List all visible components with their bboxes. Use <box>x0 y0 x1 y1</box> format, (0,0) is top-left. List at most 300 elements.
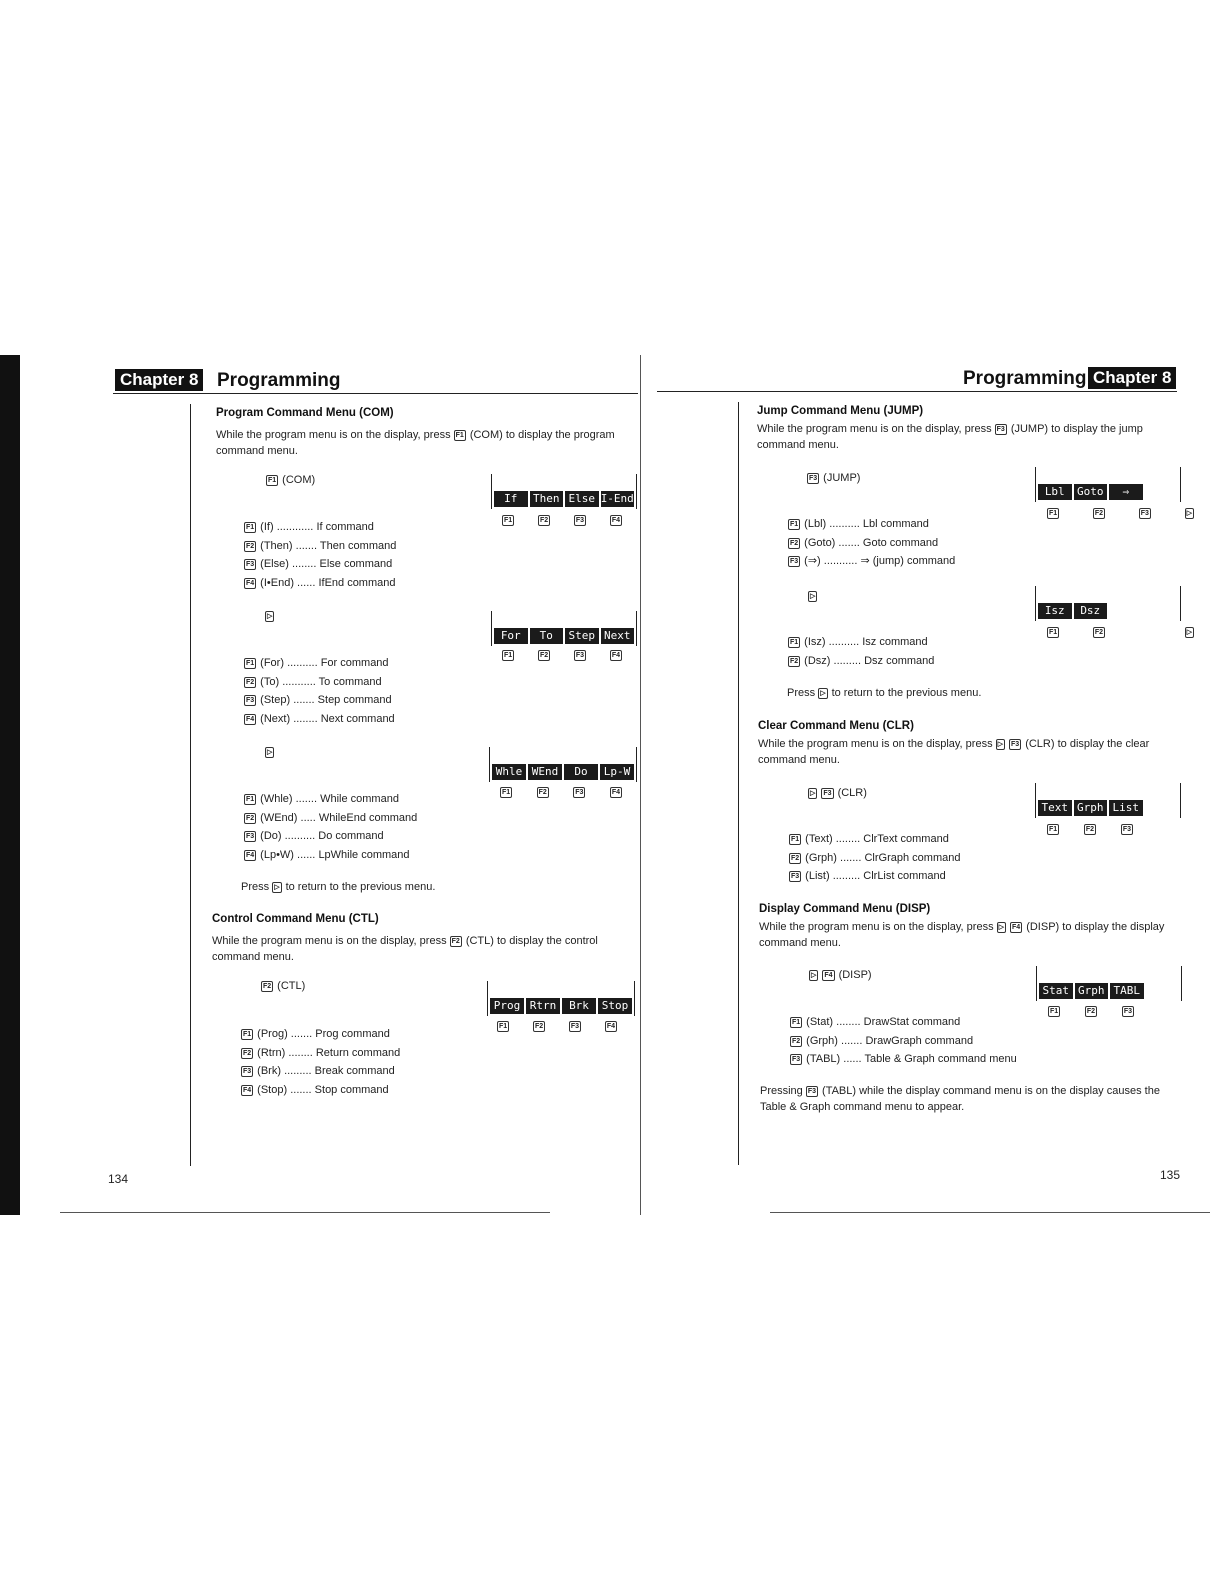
item-desc: DrawStat command <box>863 1016 961 1028</box>
f1-key-icon: F1 <box>1049 629 1058 636</box>
command-list <box>788 517 955 573</box>
menu-item-empty <box>1145 603 1179 619</box>
function-menu-bar <box>490 998 632 1014</box>
item-name: (Next) <box>260 712 291 725</box>
list-item <box>244 675 395 694</box>
right-arrow-key-icon: ▷ <box>997 741 1004 748</box>
item-name: (Dsz) <box>804 654 831 667</box>
leader-dots: ....... <box>295 539 318 552</box>
access-label: (CLR) <box>837 787 867 799</box>
function-key-row <box>502 515 622 526</box>
section-intro <box>758 736 1180 768</box>
f2-key-icon: F2 <box>534 1023 544 1030</box>
leader-dots: ........... <box>823 555 858 567</box>
calculator-screen <box>491 474 637 509</box>
menu-item: Whle <box>492 764 526 780</box>
f1-key-icon: F1 <box>243 1031 252 1038</box>
menu-access <box>266 473 315 487</box>
item-name: (Whle) <box>260 793 293 805</box>
column-rule <box>738 402 739 1165</box>
item-name: (Prog) <box>257 1028 288 1040</box>
f3-key-icon: F3 <box>792 1056 801 1063</box>
f1-key-icon: F1 <box>1049 826 1058 833</box>
right-arrow-key-icon: ▷ <box>998 924 1005 931</box>
item-desc: Break command <box>314 1065 395 1077</box>
item-desc: DrawGraph command <box>865 1034 974 1047</box>
f2-key-icon: F2 <box>792 1037 801 1045</box>
leader-dots: ......... <box>833 654 862 667</box>
function-menu-bar <box>492 764 634 780</box>
leader-dots: ........ <box>835 833 861 845</box>
menu-item: Stop <box>598 998 632 1014</box>
f1-key-icon: F1 <box>455 432 464 439</box>
list-item <box>241 1027 400 1046</box>
function-key-row <box>1048 1006 1134 1017</box>
access-label: (JUMP) <box>823 472 861 484</box>
f4-key-icon: F4 <box>246 851 255 859</box>
f1-key-icon: F1 <box>502 789 511 796</box>
f3-key-icon: F3 <box>791 873 800 880</box>
chapter-title: Programming <box>217 370 341 391</box>
f3-key-icon: F3 <box>575 517 585 524</box>
right-arrow-key-icon: ▷ <box>811 972 817 979</box>
f3-key-icon: F3 <box>1122 826 1131 833</box>
leader-dots: .......... <box>829 518 860 530</box>
item-name: (WEnd) <box>260 811 298 824</box>
menu-item: Rtrn <box>526 998 560 1014</box>
item-desc: Step command <box>317 694 392 706</box>
function-key-row <box>497 1021 617 1032</box>
calculator-screen <box>491 611 637 646</box>
list-item <box>244 712 395 731</box>
list-item <box>789 869 960 888</box>
right-arrow-key-icon: ▷ <box>1186 510 1192 517</box>
item-desc: If command <box>316 521 374 533</box>
function-key-row <box>1047 508 1194 519</box>
item-name: (Text) <box>805 833 833 845</box>
f1-key-icon: F1 <box>246 524 255 531</box>
calculator-screen <box>1035 467 1181 502</box>
item-desc: ClrText command <box>863 833 949 845</box>
column-rule <box>190 404 191 1166</box>
command-list <box>244 656 395 730</box>
section-heading: Jump Command Menu (JUMP) <box>757 405 924 417</box>
list-item <box>788 517 955 536</box>
item-name: (Do) <box>260 830 282 842</box>
leader-dots: ...... <box>843 1053 862 1065</box>
leader-dots: ....... <box>290 1028 313 1040</box>
f4-key-icon: F4 <box>611 517 620 524</box>
function-key-row <box>502 650 622 661</box>
item-desc: For command <box>320 657 389 669</box>
menu-item: List <box>1109 800 1143 816</box>
right-arrow-key-icon: ▷ <box>820 690 826 697</box>
item-desc: Isz command <box>862 636 928 648</box>
item-name: (If) <box>260 521 274 533</box>
item-name: (TABL) <box>806 1053 841 1065</box>
item-name: (Then) <box>260 539 293 552</box>
section-heading: Display Command Menu (DISP) <box>759 903 931 915</box>
page-number: 135 <box>1160 1168 1181 1182</box>
section-heading: Control Command Menu (CTL) <box>212 913 379 925</box>
intro-text: While the program menu is on the display, press <box>212 935 447 947</box>
f4-key-icon: F4 <box>611 652 620 659</box>
item-name: (Brk) <box>257 1065 281 1077</box>
f3-key-icon: F3 <box>809 475 818 482</box>
footer-rule <box>60 1212 550 1213</box>
f3-key-icon: F3 <box>1123 1008 1132 1015</box>
f2-key-icon: F2 <box>246 542 255 550</box>
item-desc: WhileEnd command <box>318 811 418 824</box>
item-name: (For) <box>260 657 284 669</box>
f3-key-icon: F3 <box>807 1088 817 1095</box>
access-label: (DISP) <box>838 969 872 981</box>
menu-item: TABL <box>1110 983 1144 999</box>
item-desc: To command <box>318 675 382 688</box>
menu-item: Else <box>565 491 599 507</box>
leader-dots: ....... <box>840 851 862 864</box>
command-list <box>244 792 417 866</box>
item-desc: ClrGraph command <box>864 851 961 864</box>
menu-item: Grph <box>1075 983 1109 999</box>
item-name: (To) <box>260 675 280 688</box>
return-note <box>241 880 435 894</box>
item-desc: LpWhile command <box>318 848 410 861</box>
intro-text: (JUMP) to display the jump command menu. <box>757 423 1143 451</box>
command-list <box>789 832 960 888</box>
leader-dots: ......... <box>284 1065 312 1077</box>
f4-key-icon: F4 <box>243 1086 252 1094</box>
menu-access <box>261 979 305 993</box>
leader-dots: ........ <box>836 1016 861 1028</box>
intro-text: While the program menu is on the display, press <box>758 738 993 750</box>
item-name: (List) <box>805 870 830 882</box>
item-desc: IfEnd command <box>318 576 396 589</box>
f1-key-icon: F1 <box>792 1019 801 1026</box>
f2-key-icon: F2 <box>243 1049 252 1057</box>
item-desc: Return command <box>315 1046 401 1059</box>
leader-dots: ........ <box>291 558 317 570</box>
calculator-screen <box>489 747 637 782</box>
function-menu-bar <box>1038 484 1178 500</box>
item-name: (Lbl) <box>804 518 827 530</box>
page-number: 134 <box>108 1172 129 1186</box>
intro-text: (CTL) to display the control command menu. <box>212 935 598 963</box>
f1-key-icon: F1 <box>790 639 799 646</box>
list-item <box>244 557 396 576</box>
command-list <box>244 520 396 594</box>
f4-key-icon: F4 <box>611 789 620 796</box>
menu-item-empty <box>1109 603 1143 619</box>
leader-dots: .......... <box>284 830 316 842</box>
item-name: (Else) <box>260 558 289 570</box>
leader-dots: ............ <box>276 521 314 533</box>
command-list <box>788 635 934 672</box>
return-text: to return to the previous menu. <box>285 881 436 893</box>
command-list <box>790 1015 1017 1071</box>
list-item <box>241 1064 400 1083</box>
calculator-screen <box>1035 586 1181 621</box>
item-desc: Else command <box>319 558 393 570</box>
right-arrow-key-icon: ▷ <box>810 790 816 797</box>
access-label: (CTL) <box>277 980 306 992</box>
item-desc: Table & Graph command menu <box>864 1053 1017 1065</box>
f4-key-icon: F4 <box>606 1023 615 1030</box>
menu-item: WEnd <box>528 764 562 780</box>
menu-item-empty <box>1146 983 1180 999</box>
list-item <box>244 576 396 595</box>
f2-key-icon: F2 <box>539 517 549 524</box>
leader-dots: .......... <box>287 657 318 669</box>
f2-key-icon: F2 <box>451 938 460 945</box>
f1-key-icon: F1 <box>268 477 277 484</box>
menu-item-empty <box>1145 484 1179 500</box>
header-rule <box>657 391 1177 392</box>
menu-item: Do <box>564 764 598 780</box>
f4-key-icon: F4 <box>246 579 255 587</box>
leader-dots: ........... <box>282 675 316 688</box>
function-menu-bar <box>1039 983 1179 999</box>
list-item <box>241 1046 400 1065</box>
f4-key-icon: F4 <box>1012 924 1021 931</box>
next-menu-key <box>265 609 278 623</box>
f3-key-icon: F3 <box>570 1023 580 1030</box>
intro-text: (COM) to display the program command menu. <box>216 429 615 457</box>
list-item <box>244 792 417 811</box>
list-item <box>790 1052 1017 1071</box>
section-heading: Program Command Menu (COM) <box>216 407 394 419</box>
leader-dots: ....... <box>293 694 315 706</box>
menu-item: If <box>494 491 528 507</box>
header-rule <box>113 393 638 394</box>
chapter-label: Chapter 8 <box>1088 367 1176 389</box>
function-menu-bar <box>1038 603 1178 619</box>
list-item <box>244 539 396 558</box>
leader-dots: ....... <box>290 1083 312 1096</box>
f3-key-icon: F3 <box>790 558 799 565</box>
item-desc: Dsz command <box>864 654 935 667</box>
calculator-screen <box>1035 783 1181 818</box>
footer-rule <box>770 1212 1210 1213</box>
f1-key-icon: F1 <box>499 1023 508 1030</box>
f1-key-icon: F1 <box>504 652 513 659</box>
item-name: (Goto) <box>804 536 836 549</box>
menu-access <box>809 968 872 982</box>
right-arrow-key-icon: ▷ <box>1186 629 1192 636</box>
list-item <box>789 832 960 851</box>
f2-key-icon: F2 <box>1085 826 1095 833</box>
list-item <box>244 848 417 867</box>
f3-key-icon: F3 <box>1140 510 1149 517</box>
section-intro <box>216 427 638 459</box>
f2-key-icon: F2 <box>1086 1008 1096 1015</box>
intro-text: While the program menu is on the display, press <box>757 423 992 435</box>
menu-item: Goto <box>1074 484 1108 500</box>
list-item <box>788 554 955 573</box>
menu-access <box>807 471 860 485</box>
menu-item: Grph <box>1074 800 1108 816</box>
f2-key-icon: F2 <box>263 983 272 990</box>
calculator-screen <box>1036 966 1182 1001</box>
access-label: (COM) <box>282 474 316 486</box>
f1-key-icon: F1 <box>790 521 799 528</box>
f1-key-icon: F1 <box>246 796 255 803</box>
menu-item: To <box>530 628 564 644</box>
menu-item: Prog <box>490 998 524 1014</box>
menu-item: Stat <box>1039 983 1073 999</box>
item-name: (Grph) <box>806 1034 838 1047</box>
note-text: Pressing <box>760 1085 803 1097</box>
list-item <box>789 851 960 870</box>
intro-text: (DISP) to display the display command menu. <box>759 921 1165 949</box>
item-desc: Next command <box>320 712 395 725</box>
function-menu-bar <box>494 491 634 507</box>
leader-dots: ........ <box>293 712 318 725</box>
calculator-screen <box>487 981 635 1016</box>
menu-item: Step <box>565 628 599 644</box>
item-name: (Step) <box>260 694 291 706</box>
menu-item-empty <box>1145 800 1179 816</box>
item-name: (I•End) <box>260 576 294 589</box>
next-menu-key <box>265 745 278 759</box>
f1-key-icon: F1 <box>791 836 800 843</box>
f3-key-icon: F3 <box>246 833 255 840</box>
return-text: Press <box>241 881 270 893</box>
f3-key-icon: F3 <box>575 789 584 796</box>
item-desc: Prog command <box>315 1028 390 1040</box>
f2-key-icon: F2 <box>791 854 800 862</box>
f1-key-icon: F1 <box>246 660 255 667</box>
right-arrow-key-icon: ▷ <box>274 884 280 891</box>
command-list <box>241 1027 400 1101</box>
item-desc: ⇒ (jump) command <box>860 555 956 567</box>
f3-key-icon: F3 <box>575 652 585 659</box>
item-desc: Goto command <box>862 536 939 549</box>
menu-item: Brk <box>562 998 596 1014</box>
list-item <box>244 656 395 675</box>
list-item <box>241 1083 400 1102</box>
item-name: (⇒) <box>804 555 821 567</box>
f2-key-icon: F2 <box>790 539 799 547</box>
leader-dots: ..... <box>300 811 316 824</box>
menu-item: For <box>494 628 528 644</box>
f1-key-icon: F1 <box>1049 510 1058 517</box>
return-text: to return to the previous menu. <box>831 687 982 699</box>
list-item <box>788 536 955 555</box>
return-note <box>787 686 981 700</box>
f3-key-icon: F3 <box>246 697 255 704</box>
chapter-title: Programming <box>963 368 1087 389</box>
item-desc: Stop command <box>314 1083 389 1096</box>
leader-dots: ........ <box>288 1046 313 1059</box>
menu-access <box>808 786 867 800</box>
list-item <box>244 520 396 539</box>
leader-dots: ....... <box>295 793 318 805</box>
f4-key-icon: F4 <box>246 715 255 723</box>
return-text: Press <box>787 687 816 699</box>
menu-item: Isz <box>1038 603 1072 619</box>
item-name: (Lp•W) <box>260 848 294 861</box>
f3-key-icon: F3 <box>823 790 832 797</box>
section-heading: Clear Command Menu (CLR) <box>758 720 914 732</box>
section-intro <box>757 421 1179 453</box>
function-key-row <box>500 787 622 798</box>
item-name: (Isz) <box>804 636 826 648</box>
item-desc: Then command <box>319 539 397 552</box>
leader-dots: ...... <box>297 848 316 861</box>
menu-item: Next <box>601 628 635 644</box>
f3-key-icon: F3 <box>243 1068 252 1075</box>
item-name: (Grph) <box>805 851 837 864</box>
f1-key-icon: F1 <box>504 517 513 524</box>
f1-key-icon: F1 <box>1050 1008 1059 1015</box>
right-arrow-key-icon: ▷ <box>267 613 273 620</box>
item-name: (Stat) <box>806 1016 834 1028</box>
page-binding-edge <box>0 355 20 1215</box>
menu-item: Text <box>1038 800 1072 816</box>
function-key-row <box>1047 824 1133 835</box>
f3-key-icon: F3 <box>1011 741 1020 748</box>
list-item <box>244 811 417 830</box>
leader-dots: .......... <box>828 636 860 648</box>
menu-item: Lbl <box>1038 484 1072 500</box>
f2-key-icon: F2 <box>539 652 549 659</box>
list-item <box>244 693 395 712</box>
menu-item: Then <box>530 491 564 507</box>
item-desc: While command <box>320 793 399 805</box>
intro-text: (CLR) to display the clear command menu. <box>758 738 1150 766</box>
f2-key-icon: F2 <box>790 657 799 665</box>
list-item <box>244 829 417 848</box>
f2-key-icon: F2 <box>1094 510 1104 517</box>
section-intro <box>759 919 1181 951</box>
menu-item: I-End <box>600 492 634 505</box>
menu-item: Dsz <box>1074 603 1108 619</box>
item-desc: Lbl command <box>862 518 929 530</box>
table-graph-note <box>760 1083 1182 1115</box>
intro-text: While the program menu is on the display, press <box>759 921 994 933</box>
right-arrow-key-icon: ▷ <box>267 749 273 756</box>
list-item <box>790 1034 1017 1053</box>
section-intro <box>212 933 637 965</box>
item-desc: Do command <box>318 830 384 842</box>
list-item <box>790 1015 1017 1034</box>
f2-key-icon: F2 <box>538 789 547 796</box>
leader-dots: ...... <box>297 576 316 589</box>
leader-dots: ....... <box>838 536 860 549</box>
menu-item: ⇒ <box>1109 484 1143 500</box>
f2-key-icon: F2 <box>246 678 255 686</box>
f4-key-icon: F4 <box>824 972 833 979</box>
leader-dots: ......... <box>832 870 861 882</box>
f3-key-icon: F3 <box>996 426 1005 433</box>
list-item <box>788 635 934 654</box>
gutter-rule <box>640 355 641 1215</box>
leader-dots: ....... <box>841 1034 863 1047</box>
f3-key-icon: F3 <box>246 561 255 568</box>
list-item <box>788 654 934 673</box>
intro-text: While the program menu is on the display, press <box>216 429 451 441</box>
chapter-label: Chapter 8 <box>115 369 203 391</box>
f2-key-icon: F2 <box>246 814 255 822</box>
f2-key-icon: F2 <box>1094 629 1104 636</box>
next-menu-key <box>808 589 821 603</box>
function-key-row <box>1047 627 1194 638</box>
right-arrow-key-icon: ▷ <box>810 593 816 600</box>
function-menu-bar <box>494 628 634 644</box>
item-desc: ClrList command <box>863 870 946 882</box>
note-text: (TABL) while the display command menu is on the display causes the Table & Graph command menu to appear. <box>760 1085 1160 1113</box>
